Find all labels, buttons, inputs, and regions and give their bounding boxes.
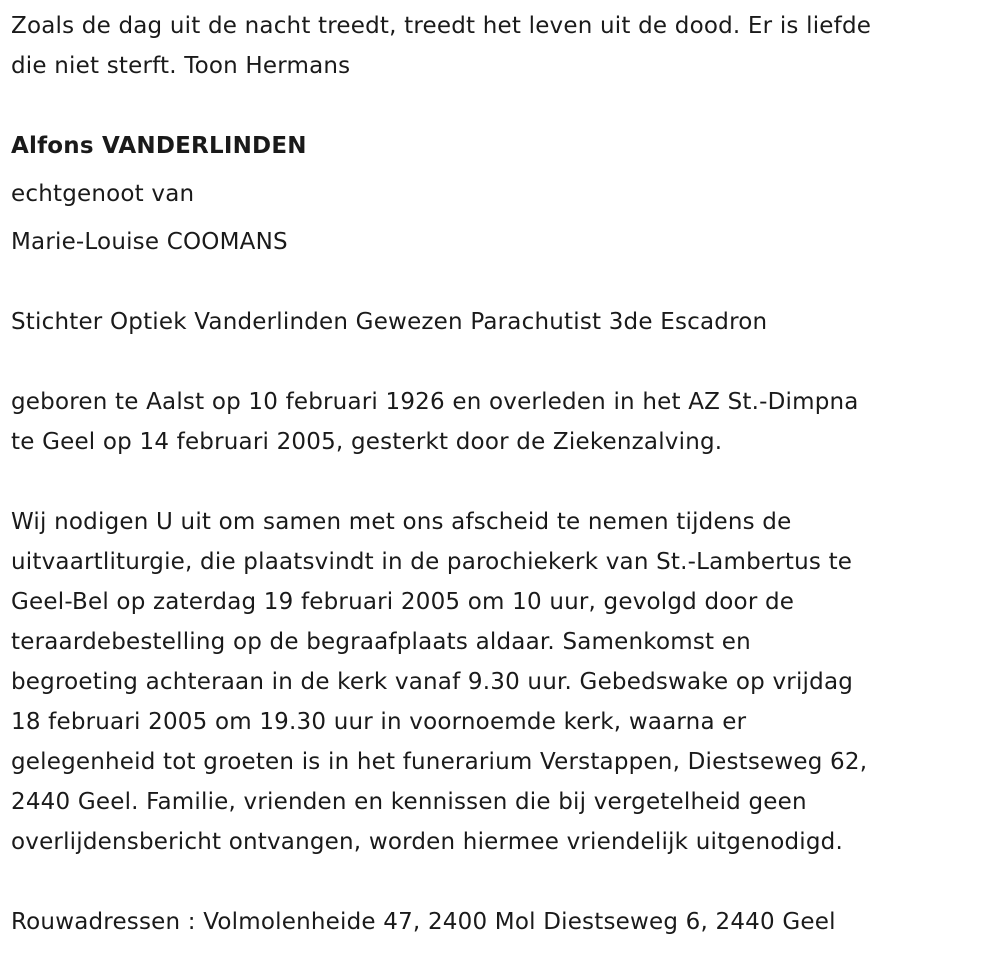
addresses-text: Rouwadressen : Volmolenheide 47, 2400 Mol Diestseweg 6, 2440 Geel bbox=[11, 909, 836, 935]
invitation-line: teraardebestelling op de begraafplaats aldaar. Samenkomst en bbox=[11, 629, 751, 655]
invitation-line: Wij nodigen U uit om samen met ons afscheid te nemen tijdens de bbox=[11, 509, 792, 535]
invitation-line: 2440 Geel. Familie, vrienden en kennissen die bij vergetelheid geen bbox=[11, 789, 807, 815]
invitation-line: begroeting achteraan in de kerk vanaf 9.30 uur. Gebedswake op vrijdag bbox=[11, 669, 854, 695]
invitation-line: 18 februari 2005 om 19.30 uur in voornoemde kerk, waarna er bbox=[11, 709, 747, 735]
quote-line: Zoals de dag uit de nacht treedt, treedt het leven uit de dood. Er is liefde bbox=[11, 13, 872, 39]
deceased-block bbox=[11, 122, 307, 266]
invitation-line: gelegenheid tot groeten is in het funerarium Verstappen, Diestseweg 62, bbox=[11, 749, 868, 775]
occupation-text: Stichter Optiek Vanderlinden Gewezen Parachutist 3de Escadron bbox=[11, 309, 768, 335]
invitation-line: overlijdensbericht ontvangen, worden hiermee vriendelijk uitgenodigd. bbox=[11, 829, 843, 855]
quote-line: die niet sterft. Toon Hermans bbox=[11, 53, 351, 79]
invitation-line: uitvaartliturgie, die plaatsvindt in de parochiekerk van St.-Lambertus te bbox=[11, 549, 853, 575]
deceased-name: Alfons VANDERLINDEN bbox=[11, 133, 307, 159]
birth-death-block bbox=[11, 382, 859, 462]
quote-block bbox=[11, 6, 871, 86]
birth-death-line: te Geel op 14 februari 2005, gesterkt door de Ziekenzalving. bbox=[11, 429, 723, 455]
invitation-line: Geel-Bel op zaterdag 19 februari 2005 om 10 uur, gevolgd door de bbox=[11, 589, 795, 615]
invitation-block bbox=[11, 502, 867, 862]
relation-text: echtgenoot van bbox=[11, 181, 195, 207]
birth-death-line: geboren te Aalst op 10 februari 1926 en overleden in het AZ St.-Dimpna bbox=[11, 389, 859, 415]
spouse-name: Marie-Louise COOMANS bbox=[11, 229, 288, 255]
